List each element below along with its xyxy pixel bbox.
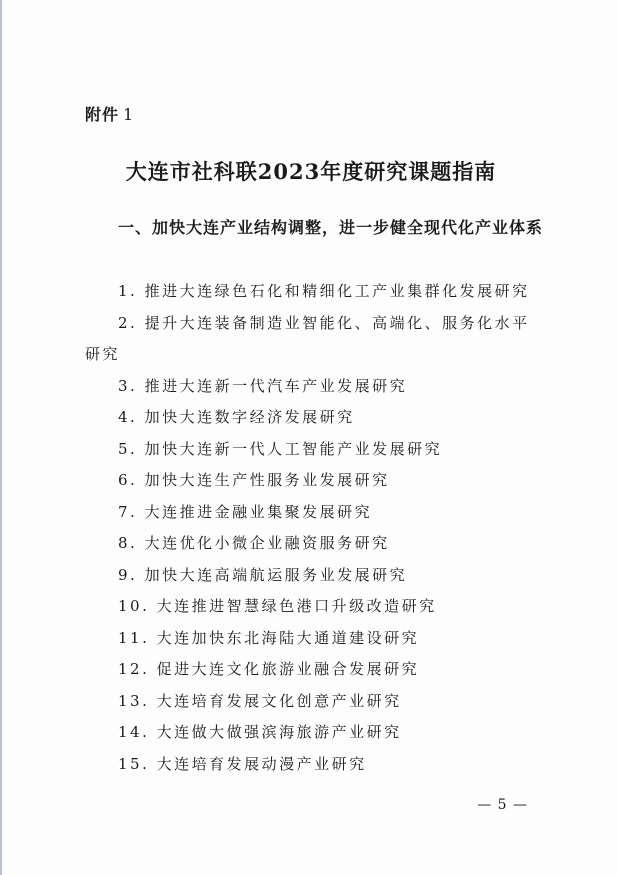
list-item: 9. 加快大连高端航运服务业发展研究 (118, 565, 408, 584)
section-heading: 一、加快大连产业结构调整，进一步健全现代化产业体系 (118, 218, 544, 237)
attachment-number: 1 (123, 105, 135, 124)
page-title: 大连市社科联2023年度研究课题指南 (125, 159, 497, 184)
page-number: — 5 — (477, 797, 528, 813)
list-item: 15. 大连培育发展动漫产业研究 (118, 754, 367, 773)
attachment-label-text: 附件 (85, 105, 120, 124)
attachment-label (85, 102, 134, 125)
list-item: 8. 大连优化小微企业融资服务研究 (118, 534, 390, 552)
list-item: 12. 促进大连文化旅游业融合发展研究 (118, 660, 420, 678)
list-item: 1. 推进大连绿色石化和精细化工产业集群化发展研究 (118, 282, 530, 300)
topic-list (85, 276, 545, 780)
list-item: 10. 大连推进智慧绿色港口升级改造研究 (118, 597, 437, 615)
list-item: 13. 大连培育发展文化创意产业研究 (118, 691, 402, 710)
list-item: 7. 大连推进金融业集聚发展研究 (118, 502, 373, 521)
list-item: 4. 加快大连数字经济发展研究 (118, 408, 355, 426)
list-item: 11. 大连加快东北海陆大通道建设研究 (118, 628, 420, 647)
list-item: 14. 大连做大做强滨海旅游产业研究 (118, 723, 402, 741)
list-item: 3. 推进大连新一代汽车产业发展研究 (118, 376, 408, 395)
list-item: 5. 加快大连新一代人工智能产业发展研究 (118, 439, 443, 458)
list-item: 2. 提升大连装备制造业智能化、高端化、服务化水平研究 (85, 313, 530, 363)
list-item: 6. 加快大连生产性服务业发展研究 (118, 471, 390, 489)
